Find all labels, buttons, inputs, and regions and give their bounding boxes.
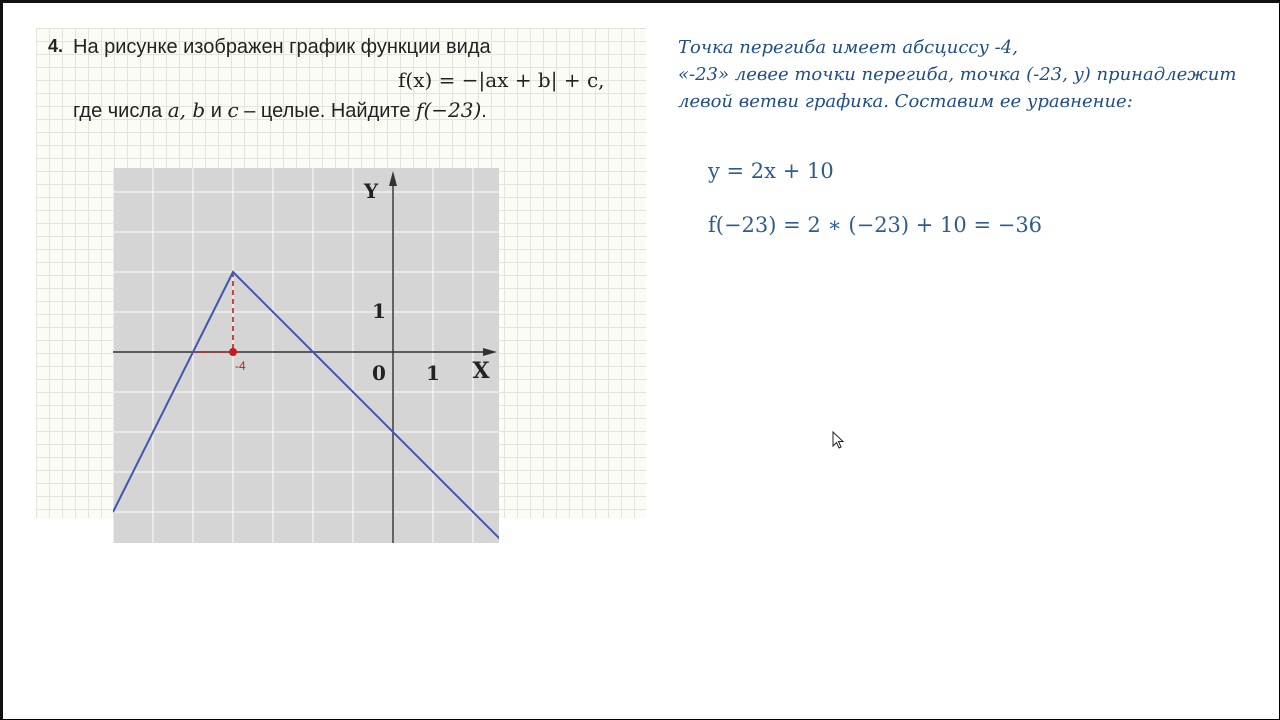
problem-statement: На рисунке изображен график функции вида xyxy=(73,36,491,58)
solution-note-line3: левой ветви графика. Составим ее уравнение: xyxy=(678,91,1133,112)
graph-background xyxy=(113,168,499,543)
line-equation: y = 2x + 10 xyxy=(708,159,834,183)
x-tick-label-0: 0 xyxy=(372,361,386,385)
x-tick-label-1: 1 xyxy=(426,361,440,385)
y-axis-label: Y xyxy=(363,179,379,203)
problem-panel xyxy=(36,28,646,518)
question-suffix: – целые. Найдите xyxy=(238,100,417,122)
question-and: и xyxy=(205,100,228,122)
function-graph xyxy=(113,168,499,543)
function-formula: f(x) = −|ax + b| + c, xyxy=(398,68,605,92)
problem-number: 4. xyxy=(48,36,64,56)
question-end: . xyxy=(481,100,487,122)
mouse-cursor-icon xyxy=(832,431,846,451)
solution-note-line2: «-23» левее точки перегиба, точка (-23, y) принадлежит xyxy=(678,64,1237,85)
variables-ab: a, b xyxy=(167,98,206,122)
question-target: f(−23) xyxy=(416,98,482,122)
vertex-projection-point xyxy=(229,348,237,356)
y-tick-label-1: 1 xyxy=(372,299,386,323)
solution-note-line1: Точка перегиба имеет абсциссу -4, xyxy=(678,37,1018,58)
answer-equation: f(−23) = 2 ∗ (−23) + 10 = −36 xyxy=(708,213,1043,237)
question-prefix: где числа xyxy=(73,100,168,122)
annotation-label: -4 xyxy=(235,359,246,373)
x-axis-label: X xyxy=(472,358,490,384)
variable-c: c xyxy=(227,98,239,122)
problem-question xyxy=(73,98,487,123)
